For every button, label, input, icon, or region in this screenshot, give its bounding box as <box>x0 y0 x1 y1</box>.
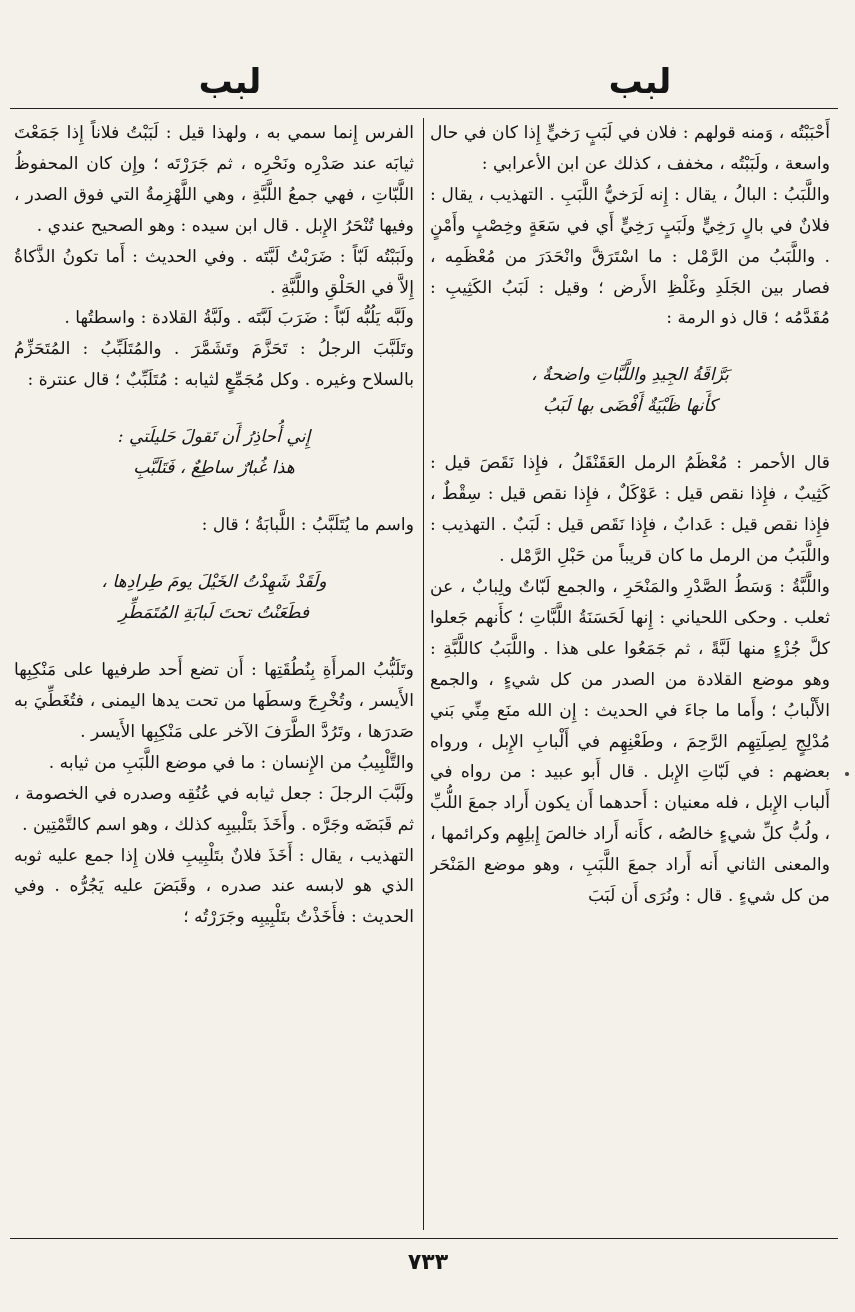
left-column <box>14 118 414 1228</box>
paragraph: الفرس إِنما سمي به ، ولهذا قيل : لَبَبْتُ فلاناً إِذا جَمَعْتَ ثيابَه عند صَدْرِه ونَحْرِه ، ثم جَرَرْتَه ؛ وإِن كان المحفوظُ اللَّبّاتِ ، فهي جمعُ اللَّبَّةِ ، وهي اللَّهْزِمةُ التي فوق الصدر ، وفيها تُنْحَرُ الإِبل . قال ابن سيده : وهو الصحيح عندي . <box>14 123 414 236</box>
right-column <box>430 118 830 1228</box>
paragraph: وتَلَبَّبَ الرجلُ : تَحَزَّمَ وتَشَمَّرَ . والمُتَلَبِّبُ : المُتَحَزِّمُ بالسلاح وغيره . وكل مُجَمِّعٍ لثيابه : مُتَلَبِّبٌ ؛ قال عنترة : <box>14 339 414 391</box>
paragraph: ولَبَّه يَلُبُّه لَبّاً : ضَرَبَ لَبَّتَه . ولَبَّةُ القلادة : واسطتُها . <box>64 308 414 329</box>
verse-line: إِني أُحاذِرُ أَن تَقولَ حَليلَتي : <box>117 427 311 448</box>
verse-line: فطَعَنْتُ تحتَ لَبابَةِ المُتَمَطِّرِ <box>118 603 310 624</box>
verse-line: كأَنها ظَبْيَةٌ أَفْضَى بها لَبَبُ <box>543 396 717 417</box>
paragraph: واسم ما يُتَلَبَّبُ : اللَّبابَةُ ؛ قال : <box>201 515 414 536</box>
paragraph: أَحْبَبْتُه ، وَمنه قولهم : فلان في لَبَبٍ رَخيٍّ إِذا كان في حال واسعة ، ولَبَبْتُه ، مخفف ، كذلك عن ابن الأعرابي : <box>430 123 830 174</box>
paragraph: التهذيب ، يقال : أَخَذَ فلانٌ بتَلْبِيبِ فلان إِذا جمع عليه ثوبه الذي هو لابسه عند صدره ، وقَبَضَ عليه يَجُرُّه . وفي الحديث : فأَخَذْتُ بتَلْبِيبِه وجَرَرْتُه ؛ <box>14 845 414 928</box>
margin-speck <box>845 772 849 776</box>
footer-rule <box>10 1238 838 1239</box>
verse-line: هذا غُبارٌ ساطِعٌ ، فَتَلَبَّبِ <box>133 458 295 479</box>
verse-line: ولَقَدْ شَهِدْتُ الخَيْلَ يومَ طِرادِها ، <box>101 572 327 593</box>
paragraph: وتَلَبُّبُ المرأَةِ بِنُطُقَتِها : أَن تضع أَحد طرفيها على مَنْكِبِها الأَيسر ، وتُخْرِجَ وسطَها من تحت يدها اليمنى ، فتُغَطِّيَ به صَدرَها ، وتَرُدَّ الطَّرَفَ الآخر على مَنْكِبِها الأَيسر . <box>14 660 414 742</box>
paragraph: قال الأحمر : مُعْظَمُ الرمل العَقَنْقَلُ ، فإِذا نَقَصَ قيل : كَثِيبٌ ، فإِذا نقص قيل : عَوْكَلٌ ، فإِذا نقص قيل : سِقْطٌ ، فإِذا نقص قيل : عَدابٌ ، فإِذا نَقَص قيل : لَبَبٌ . التهذيب : واللَّبَبُ من الرمل ما كان قريباً من حَبْلِ الرَّمْل . <box>430 453 830 567</box>
page-number: ٧٣٣ <box>407 1250 449 1275</box>
header-rule <box>10 108 838 109</box>
paragraph: ولَبَبْتُه لَبّاً : ضَرَبْتُ لَبَّتَه . وفي الحديث : أَما تكونُ الذَّكاةُ إِلاَّ في الحَلْقِ واللَّبَّةِ . <box>14 246 414 298</box>
running-header-right: لبب <box>608 62 672 102</box>
paragraph: واللَّبَبُ : البالُ ، يقال : إِنه لَرَخيُّ اللَّبَبِ . التهذيب ، يقال : فلانٌ في بالٍ رَخِيٍّ ولَبَبٍ رَخِيٍّ أَي في سَعَةٍ وخِصْبٍ وأَمْنٍ . واللَّبَبُ من الرَّمْل : ما اسْتَرَقَّ وانْحَدَرَ من مُعْظَمِه ، فصار بين الجَلَدِ وغَلْظِ الأَرض ؛ وقيل : لَبَبُ الكَثِيبِ : مُقَدَّمُه ؛ قال ذو الرمة : <box>430 184 830 329</box>
paragraph: واللَّبَّةُ : وَسَطُ الصَّدْرِ والمَنْحَرِ ، والجمع لَبّاتٌ ولِبابٌ ، عن ثعلب . وحكى اللحياني : إِنها لَحَسَنَةُ اللَّبَّاتِ ؛ كأَنهم جَعلوا كلَّ جُزْءٍ منها لَبَّةً ، ثم جَمَعُوا على هذا . واللَّبَبُ كاللَّبَّةِ : وهو موضع القلادة من الصدر من كل شيءٍ ، والجمع الأَلْبابُ ؛ وأَما ما جاءَ في الحديث : إِن الله منَع مِنِّي بَني مُدْلِجٍ لِصِلَتِهِم الرَّحِمَ ، وطَعْنِهِم في أَلْبابِ الإِبل ، ورواه بعضهم : في لَبّاتِ الإِبل . قال أَبو عبيد : من رواه في أَلباب الإِبل ، فله معنيان : أَحدهما أَن يكون أَراد جمعَ اللُّبِّ ، ولُبُّ كلِّ شيءٍ خالصُه ، كأَنه أَراد خالصَ إِبلِهِم وكرائمها ، والمعنى الثاني أَنه أَراد جمعَ اللَّبَبِ ، وهو موضع المَنْحَر من كل شيءٍ . قال : ونُرَى أَن لَبَبَ <box>430 576 830 907</box>
paragraph: والتَّلْبِيبُ من الإِنسان : ما في موضع اللَّبَبِ من ثيابه . <box>48 752 414 773</box>
column-divider <box>423 118 424 1230</box>
running-header-left: لبب <box>198 62 262 102</box>
verse-line: بَرَّاقَةُ الجِيدِ واللَّبَّاتِ واضحةٌ ، <box>531 365 729 386</box>
paragraph: ولَبَّبَ الرجلَ : جعل ثيابه في عُنُقِه وصدره في الخصومة ، ثم قَبَضَه وجَرَّه . وأَخَذَ بتَلْبيبِه كذلك ، وهو اسم كالتَّمْتِين . <box>14 783 414 835</box>
